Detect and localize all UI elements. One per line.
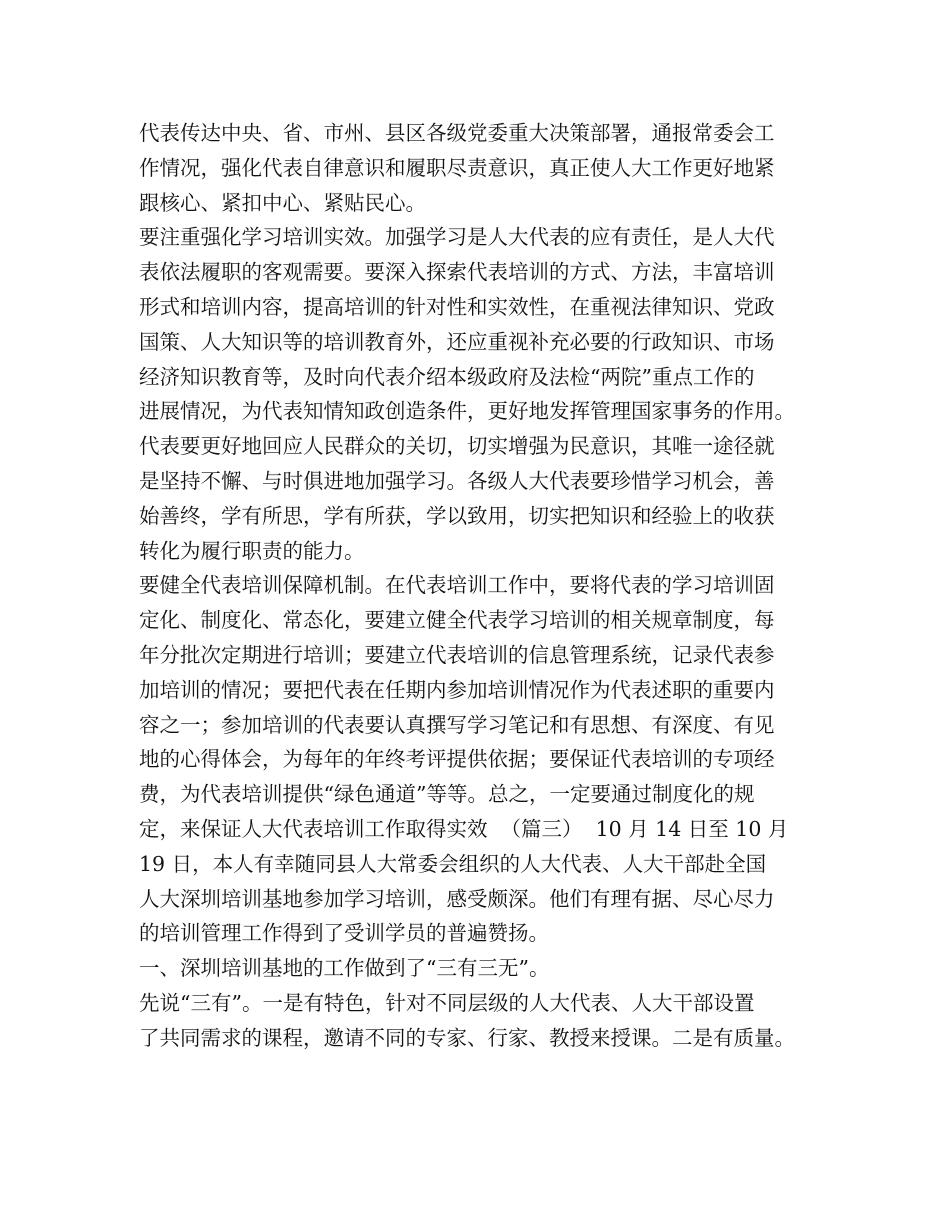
text-line: 一、深圳培训基地的工作做到了“三有三无”。: [139, 956, 550, 981]
text-line: 代表传达中央、省、市州、县区各级党委重大决策部署，通报常委会工: [139, 121, 775, 145]
text-line: 先说“三有”。一是有特色，针对不同层级的人大代表、人大干部设置: [139, 990, 755, 1015]
text-line: 年分批次定期进行培训；要建立代表培训的信息管理系统，记录代表参: [139, 642, 775, 667]
text-line: 人大深圳培训基地参加学习培训，感受颇深。他们有理有据、尽心尽力: [139, 886, 775, 911]
text-line: 跟核心、紧扣中心、紧贴民心。: [139, 190, 426, 215]
text-line: 要健全代表培训保障机制。在代表培训工作中，要将代表的学习培训固: [139, 573, 775, 598]
document-body: [139, 116, 839, 1056]
text-line: 定，来保证人大代表培训工作取得实效 （篇三） 10 月 14 日至 10 月: [139, 816, 789, 841]
text-line: 是坚持不懈、与时俱进地加强学习。各级人大代表要珍惜学习机会，善: [139, 468, 775, 493]
text-line: 容之一；参加培训的代表要认真撰写学习笔记和有思想、有深度、有见: [139, 712, 775, 737]
text-line: 进展情况，为代表知情知政创造条件，更好地发挥管理国家事务的作用。: [139, 399, 795, 424]
text-line: 始善终，学有所思，学有所获，学以致用，切实把知识和经验上的收获: [139, 503, 775, 528]
text-line: 形式和培训内容，提高培训的针对性和实效性，在重视法律知识、党政: [139, 294, 775, 319]
text-line: 要注重强化学习培训实效。加强学习是人大代表的应有责任，是人大代: [139, 225, 775, 250]
text-line: 地的心得体会，为每年的年终考评提供依据；要保证代表培训的专项经: [139, 747, 775, 772]
text-line: 了共同需求的课程，邀请不同的专家、行家、教授来授课。二是有质量。: [139, 1025, 795, 1050]
text-line: 表依法履职的客观需要。要深入探索代表培训的方式、方法，丰富培训: [139, 260, 775, 285]
text-line: 代表要更好地回应人民群众的关切，切实增强为民意识，其唯一途径就: [139, 434, 775, 459]
text-line: 作情况，强化代表自律意识和履职尽责意识，真正使人大工作更好地紧: [139, 155, 775, 180]
text-line: 定化、制度化、常态化，要建立健全代表学习培训的相关规章制度，每: [139, 608, 775, 633]
text-line: 国策、人大知识等的培训教育外，还应重视补充必要的行政知识、市场: [139, 329, 775, 354]
text-line: 19 日，本人有幸随同县人大常委会组织的人大代表、人大干部赴全国: [139, 851, 767, 876]
text-line: 加培训的情况；要把代表在任期内参加培训情况作为代表述职的重要内: [139, 677, 775, 702]
text-line: 的培训管理工作得到了受训学员的普遍赞扬。: [139, 921, 549, 946]
text-line: 费，为代表培训提供“绿色通道”等等。总之，一定要通过制度化的规: [139, 782, 755, 807]
text-line: 经济知识教育等，及时向代表介绍本级政府及法检“两院”重点工作的: [139, 364, 755, 389]
text-line: 转化为履行职责的能力。: [139, 538, 365, 563]
